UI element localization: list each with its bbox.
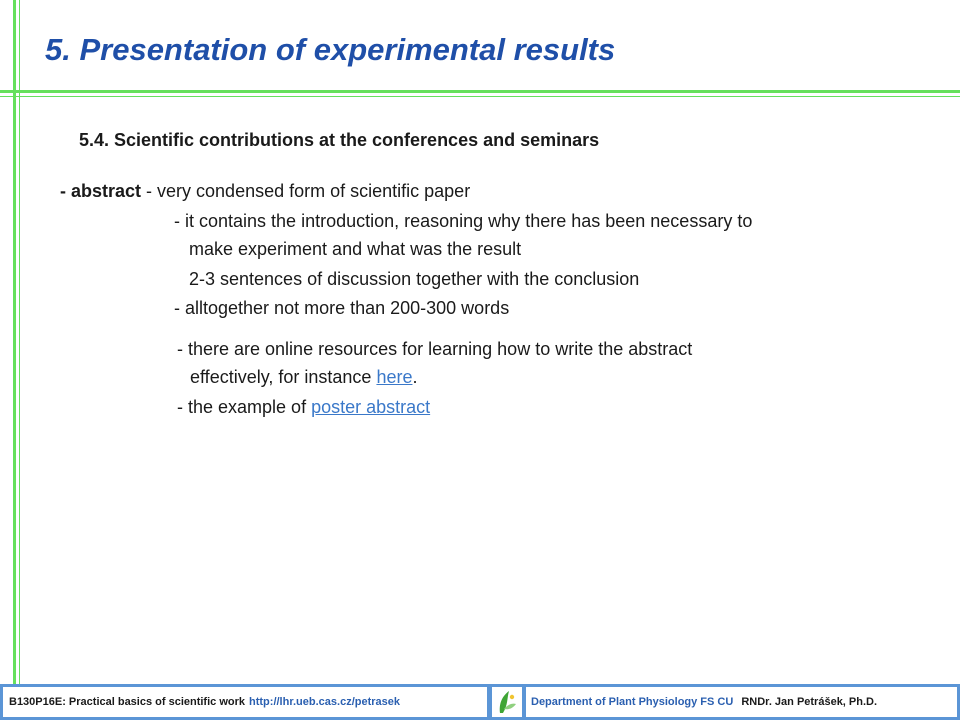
abstract-definition: - very condensed form of scientific paper (141, 181, 471, 201)
frame-vertical-line (13, 0, 16, 720)
content-line-4: 2-3 sentences of discussion together with the conclusion (189, 269, 640, 289)
footer-author: RNDr. Jan Petrášek, Ph.D. (741, 696, 878, 708)
content-line-3: make experiment and what was the result (189, 239, 522, 259)
content-line-7 (190, 366, 417, 388)
frame-horizontal-line (0, 90, 960, 93)
frame-vertical-line-thin (19, 0, 20, 720)
poster-abstract-link[interactable]: poster abstract (311, 397, 431, 417)
footer-course: B130P16E: Practical basics of scientific work (9, 696, 246, 708)
content-line-8 (177, 396, 430, 418)
content-line-7-end: . (412, 367, 418, 387)
abstract-label: - abstract (60, 181, 142, 201)
footer-department-panel (526, 687, 957, 717)
section-heading: 5.4. Scientific contributions at the conferences and seminars (79, 130, 600, 150)
footer-course-panel (3, 687, 487, 717)
footer-bar (0, 684, 960, 720)
slide-title: 5. Presentation of experimental results (45, 32, 616, 67)
content-line-6: - there are online resources for learning how to write the abstract (177, 339, 693, 359)
content-line-8-text: - the example of (177, 397, 312, 417)
footer-department: Department of Plant Physiology FS CU (531, 696, 734, 708)
footer-url-link[interactable]: http://lhr.ueb.cas.cz/petrasek (249, 696, 401, 708)
content-line-5: - alltogether not more than 200-300 words (174, 298, 510, 318)
content-line-2: - it contains the introduction, reasoning why there has been necessary to (174, 211, 753, 231)
leaf-logo-icon (492, 687, 522, 717)
here-link[interactable]: here (376, 367, 413, 387)
frame-horizontal-line-thin (0, 96, 960, 97)
content-line-7-text: effectively, for instance (190, 367, 377, 387)
abstract-line (60, 180, 470, 202)
